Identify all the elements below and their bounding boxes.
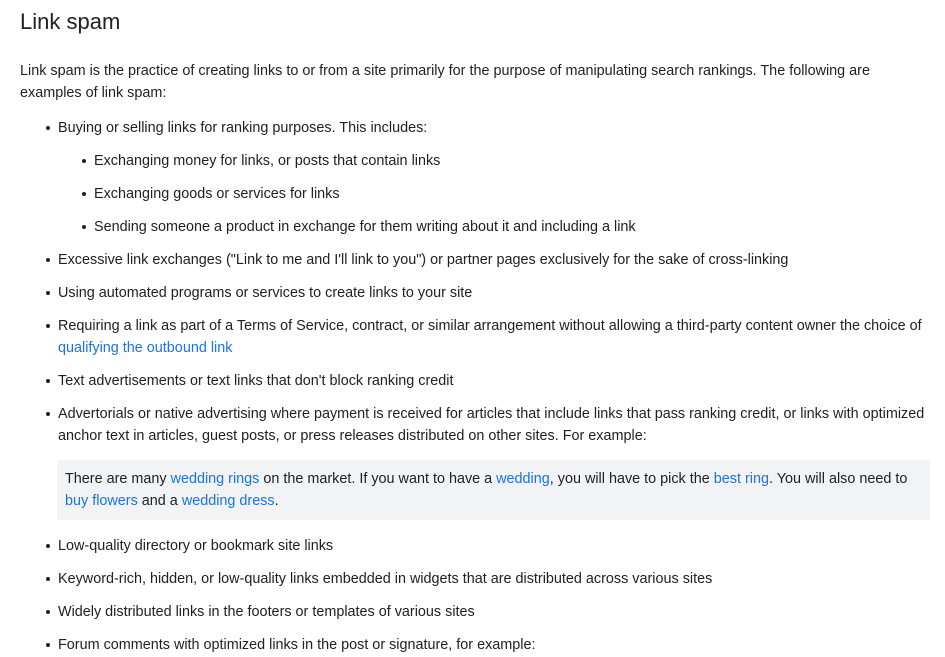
- sub-item-goods: Exchanging goods or services for links: [94, 183, 914, 205]
- example-text-2: on the market. If you want to have a: [259, 471, 497, 487]
- list-item-buying: Buying or selling links for ranking purposes. This includes:: [58, 117, 928, 139]
- example-text-4: . You will also need to: [768, 471, 908, 487]
- link-buy-flowers[interactable]: buy flowers: [65, 493, 138, 509]
- example-text-1: There are many: [65, 471, 171, 487]
- page-title: Link spam: [20, 9, 121, 34]
- list-item-directory: Low-quality directory or bookmark site links: [58, 535, 928, 557]
- example-text-6: .: [274, 493, 279, 509]
- intro-paragraph: Link spam is the practice of creating links to or from a site primarily for the purpose of manipulating search rankings. The following are examples of link spam:: [20, 63, 870, 101]
- link-wedding-dress[interactable]: wedding dress: [181, 493, 275, 509]
- sub-item-product: Sending someone a product in exchange for them writing about it and including a link: [94, 216, 914, 238]
- requiring-text: Requiring a link as part of a Terms of Service, contract, or similar arrangement without allowing a third-party content owner the choice of: [58, 318, 922, 334]
- list-item-footers: Widely distributed links in the footers or templates of various sites: [58, 601, 928, 623]
- qualifying-outbound-link[interactable]: qualifying the outbound link: [58, 340, 233, 356]
- list-item-automated: Using automated programs or services to create links to your site: [58, 282, 928, 304]
- sub-item-money: Exchanging money for links, or posts that contain links: [94, 150, 914, 172]
- list-item-widgets: Keyword-rich, hidden, or low-quality links embedded in widgets that are distributed across various sites: [58, 568, 928, 590]
- link-wedding[interactable]: wedding: [496, 471, 550, 487]
- link-wedding-rings[interactable]: wedding rings: [170, 471, 260, 487]
- example-text-3: , you will have to pick the: [549, 471, 714, 487]
- list-item-requiring: [58, 315, 928, 359]
- list-item-advertorials: Advertorials or native advertising where payment is received for articles that include links that pass ranking credit, or links with optimized anchor text in articles, guest posts, or press releases distributed on other sites. For example:: [58, 403, 928, 447]
- example-text-5: and a: [137, 493, 182, 509]
- list-item-forum: Forum comments with optimized links in the post or signature, for example:: [58, 634, 928, 656]
- link-best-ring[interactable]: best ring: [713, 471, 769, 487]
- example-text: [65, 468, 922, 512]
- list-item-text-ads: Text advertisements or text links that don't block ranking credit: [58, 370, 928, 392]
- example-box: [57, 460, 930, 520]
- list-item-exchanges: Excessive link exchanges ("Link to me and I'll link to you") or partner pages exclusively for the sake of cross-linking: [58, 249, 928, 271]
